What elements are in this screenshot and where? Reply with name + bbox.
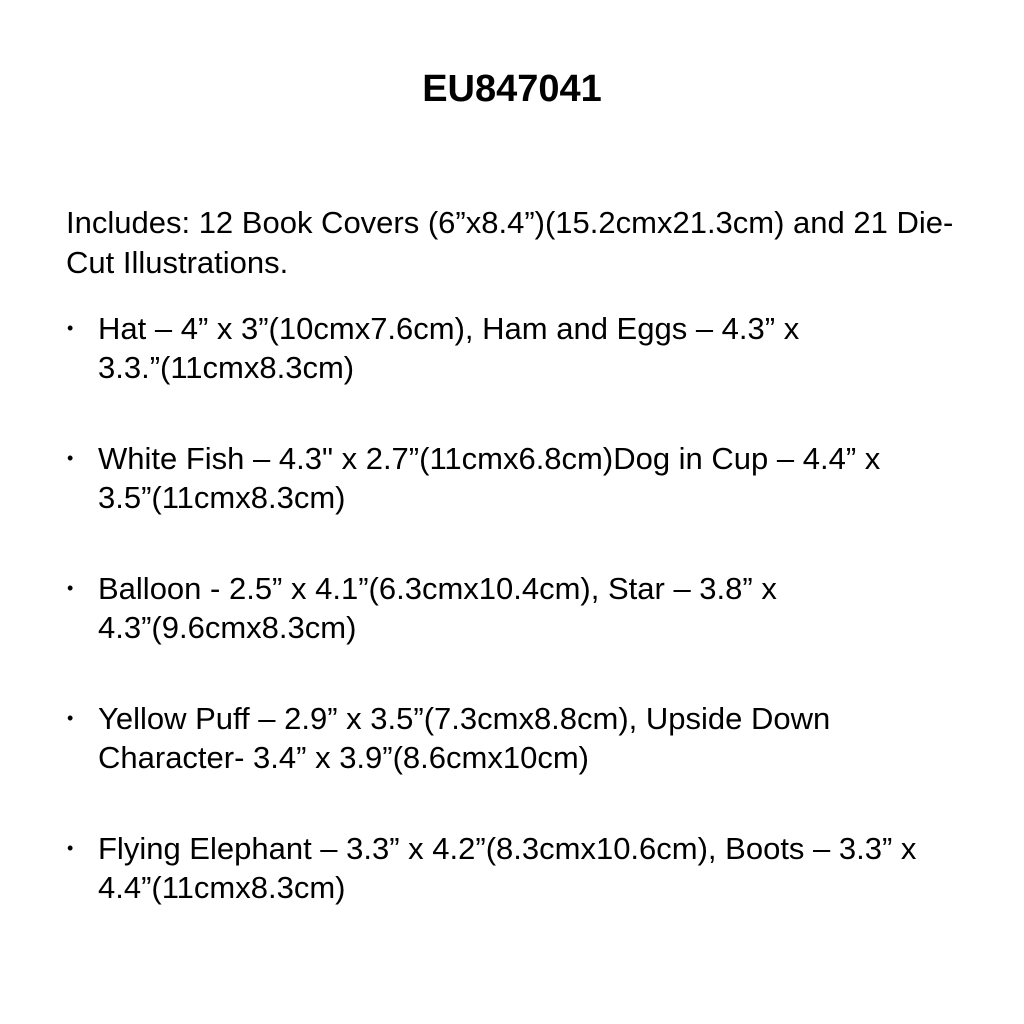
list-item bbox=[66, 699, 966, 829]
bullet-icon: • bbox=[67, 448, 74, 468]
list-item bbox=[66, 569, 966, 699]
bullet-icon: • bbox=[67, 838, 74, 858]
list-item-text: White Fish – 4.3" x 2.7”(11cmx6.8cm)Dog in Cup – 4.4” x 3.5”(11cmx8.3cm) bbox=[98, 441, 881, 515]
list-item bbox=[66, 439, 966, 569]
illustration-list bbox=[66, 309, 966, 959]
list-item bbox=[66, 829, 966, 959]
bullet-icon: • bbox=[67, 708, 74, 728]
list-item bbox=[66, 309, 966, 439]
list-item-text: Flying Elephant – 3.3” x 4.2”(8.3cmx10.6cm), Boots – 3.3” x 4.4”(11cmx8.3cm) bbox=[98, 831, 917, 905]
list-item-text: Balloon - 2.5” x 4.1”(6.3cmx10.4cm), Star – 3.8” x 4.3”(9.6cmx8.3cm) bbox=[98, 571, 777, 645]
list-item-text: Yellow Puff – 2.9” x 3.5”(7.3cmx8.8cm), Upside Down Character- 3.4” x 3.9”(8.6cmx10cm) bbox=[98, 701, 831, 775]
intro-paragraph: Includes: 12 Book Covers (6”x8.4”)(15.2cmx21.3cm) and 21 Die-Cut Illustrations. bbox=[66, 205, 954, 280]
bullet-icon: • bbox=[67, 318, 74, 338]
list-item-text: Hat – 4” x 3”(10cmx7.6cm), Ham and Eggs – 4.3” x 3.3.”(11cmx8.3cm) bbox=[98, 311, 800, 385]
page-title: EU847041 bbox=[422, 68, 602, 110]
bullet-icon: • bbox=[67, 578, 74, 598]
